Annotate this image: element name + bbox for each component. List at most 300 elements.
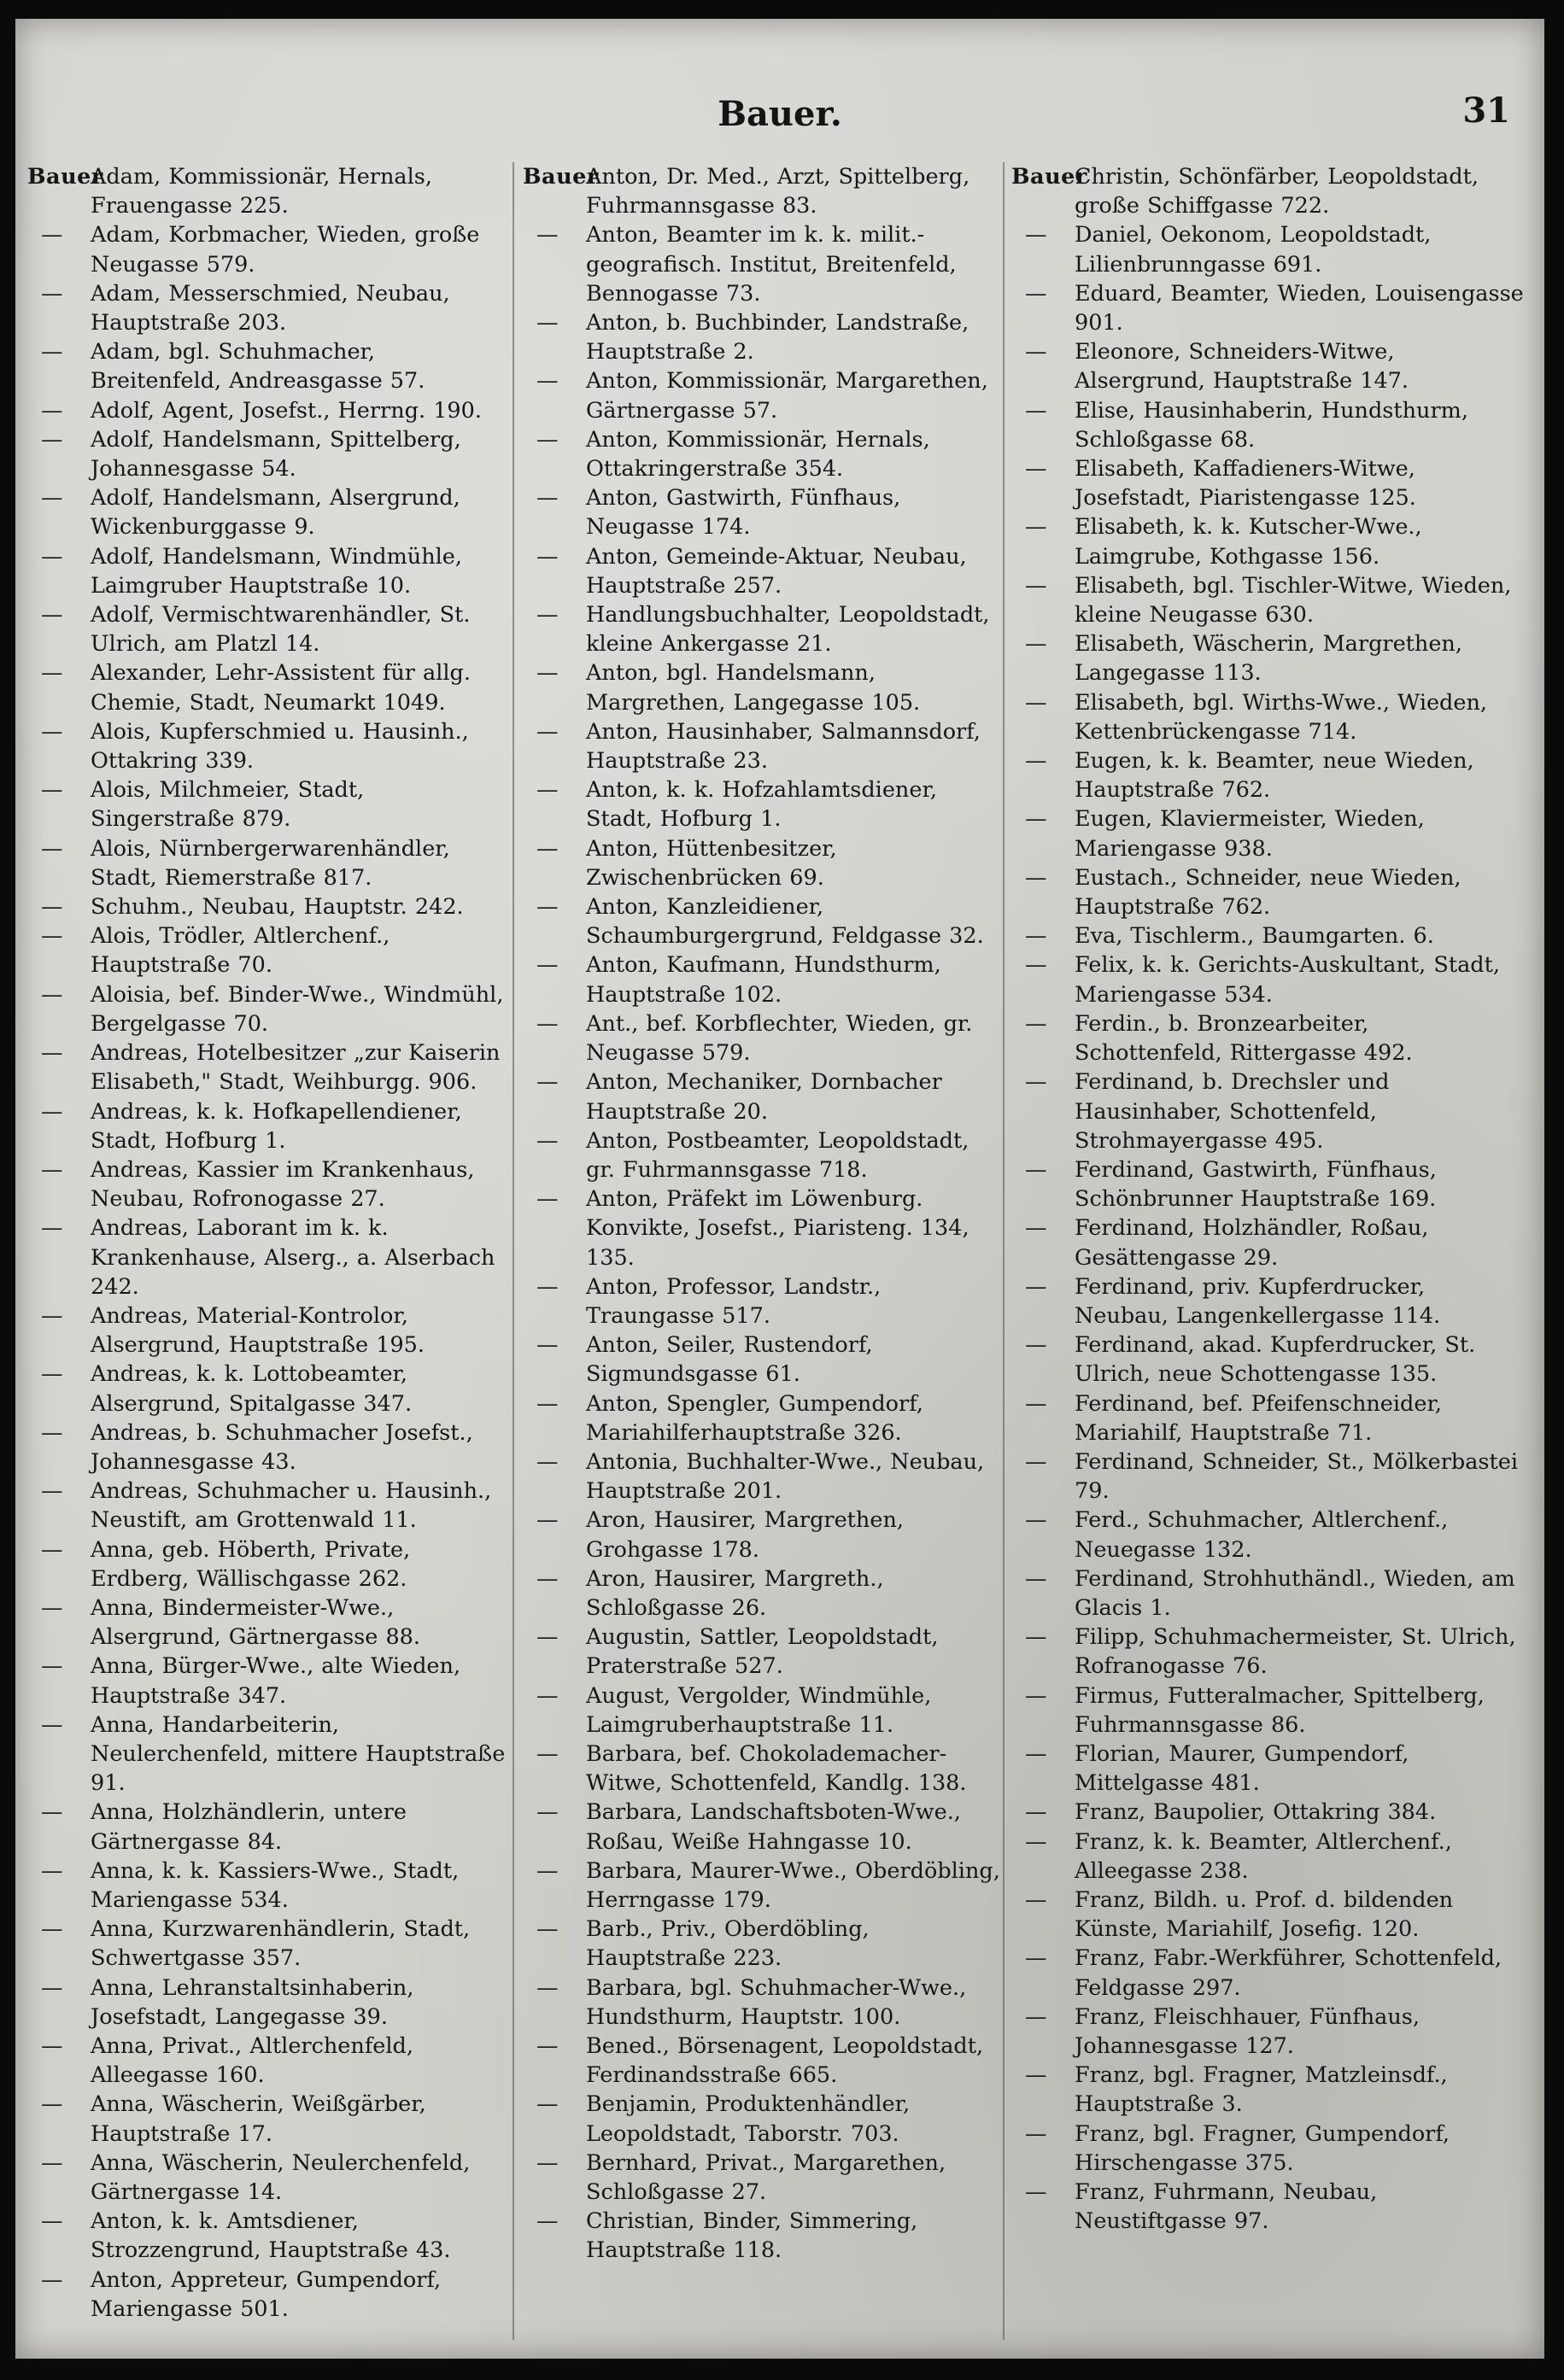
directory-entry — [27, 337, 506, 395]
entry-text: Andreas, Hotelbesitzer „zur Kaiserin Elisabeth," Stadt, Weihburgg. 906. — [91, 1040, 501, 1096]
entry-text: Anna, geb. Höberth, Private, Erdberg, Wällischgasse 262. — [91, 1536, 411, 1592]
page-header-title: Bauer. — [718, 94, 842, 134]
entry-text: Adolf, Agent, Josefst., Herrng. 190. — [91, 397, 482, 424]
entry-dash — [523, 834, 586, 863]
entry-dash — [523, 1623, 586, 1652]
entry-text: Ferdinand, Holzhändler, Roßau, Gesättengasse 29. — [1075, 1215, 1429, 1271]
entry-dash — [523, 2149, 586, 2178]
entry-text: Christin, Schönfärber, Leopoldstadt, große Schiffgasse 722. — [1075, 164, 1479, 219]
entry-dash — [523, 1798, 586, 1827]
directory-entry — [27, 396, 506, 425]
directory-entry — [523, 658, 1001, 716]
entry-text: Elise, Hausinhaberin, Hundsthurm, Schloßgasse 68. — [1075, 397, 1468, 453]
entry-text: Alois, Nürnbergerwarenhändler, Stadt, Riemerstraße 817. — [91, 835, 450, 891]
directory-entry — [27, 2090, 506, 2148]
entry-dash — [523, 1740, 586, 1769]
entry-dash — [27, 921, 91, 950]
directory-entry — [523, 2149, 1001, 2207]
directory-entry — [27, 1477, 506, 1535]
entry-text: Anton, Gastwirth, Fünfhaus, Neugasse 174. — [586, 485, 901, 541]
directory-entry — [27, 1213, 506, 1301]
entry-text: Adolf, Vermischtwarenhändler, St. Ulrich, am Platzl 14. — [91, 602, 471, 658]
directory-entry — [27, 220, 506, 278]
entry-text: Filipp, Schuhmachermeister, St. Ulrich, Rofranogasse 76. — [1075, 1624, 1516, 1680]
entry-text: Andreas, Schuhmacher u. Hausinh., Neustift, am Grottenwald 11. — [91, 1478, 492, 1534]
directory-entry — [523, 1564, 1001, 1623]
entry-text: Andreas, Kassier im Krankenhaus, Neubau, Rofronogasse 27. — [91, 1156, 475, 1213]
directory-entry — [27, 1974, 506, 2032]
directory-entry — [523, 1798, 1001, 1856]
directory-entry — [523, 950, 1001, 1009]
directory-entry — [27, 542, 506, 600]
directory-entry — [1011, 1155, 1524, 1213]
entry-text: Barbara, Landschaftsboten-Wwe., Roßau, Weiße Hahngasse 10. — [586, 1799, 961, 1855]
directory-entry — [27, 658, 506, 716]
entry-dash — [27, 1477, 91, 1506]
directory-entry — [1011, 1272, 1524, 1330]
entry-dash — [523, 1184, 586, 1213]
directory-entry — [1011, 1886, 1524, 1944]
directory-entry — [523, 366, 1001, 424]
entry-dash — [1011, 1009, 1075, 1038]
entry-text: Ferd., Schuhmacher, Altlerchenf., Neuegasse 132. — [1075, 1507, 1449, 1563]
directory-columns — [27, 162, 1531, 2340]
directory-entry — [27, 1155, 506, 1213]
directory-entry — [27, 2032, 506, 2090]
entry-dash — [1011, 950, 1075, 979]
entry-dash — [1011, 396, 1075, 425]
entry-dash — [1011, 746, 1075, 775]
directory-entry — [1011, 2003, 1524, 2061]
entry-text: Schuhm., Neubau, Hauptstr. 242. — [91, 894, 464, 921]
directory-entry — [1011, 1447, 1524, 1506]
entry-dash — [523, 1974, 586, 2003]
directory-entry — [523, 1389, 1001, 1447]
entry-dash — [27, 1360, 91, 1389]
directory-entry — [27, 2207, 506, 2265]
directory-entry — [1011, 1389, 1524, 1447]
directory-entry — [523, 1330, 1001, 1389]
entry-dash — [1011, 2120, 1075, 2149]
column-divider — [1003, 162, 1005, 2340]
entry-text: Aron, Hausirer, Margrethen, Grohgasse 178. — [586, 1507, 904, 1563]
entry-dash — [523, 1272, 586, 1301]
entry-text: Anton, Kommissionär, Hernals, Ottakringerstraße 354. — [586, 426, 930, 482]
directory-entry — [1011, 1506, 1524, 1564]
entry-dash — [523, 1915, 586, 1944]
directory-entry — [27, 162, 506, 220]
directory-entry — [27, 1301, 506, 1360]
entry-text: Franz, Fuhrmann, Neubau, Neustiftgasse 97. — [1075, 2179, 1378, 2235]
entry-dash — [523, 2090, 586, 2119]
entry-text: Ferdinand, b. Drechsler und Hausinhaber, Schottenfeld, Strohmayergasse 495. — [1075, 1069, 1390, 1154]
directory-entry — [27, 717, 506, 775]
directory-entry — [1011, 746, 1524, 804]
entry-text: Anton, Beamter im k. k. milit.-geografisch. Institut, Breitenfeld, Bennogasse 73. — [586, 222, 957, 307]
directory-entry — [523, 483, 1001, 541]
entry-dash — [27, 220, 91, 249]
entry-text: Handlungsbuchhalter, Leopoldstadt, kleine Ankergasse 21. — [586, 602, 990, 658]
entry-dash — [1011, 2061, 1075, 2090]
entry-dash — [1011, 1067, 1075, 1096]
entry-text: Anton, Kaufmann, Hundsthurm, Hauptstraße 102. — [586, 952, 941, 1008]
directory-entry — [1011, 1944, 1524, 2002]
entry-text: Anna, k. k. Kassiers-Wwe., Stadt, Mariengasse 534. — [91, 1857, 460, 1913]
directory-entry — [1011, 804, 1524, 863]
entry-text: Ferdinand, priv. Kupferdrucker, Neubau, Langenkellergasse 114. — [1075, 1273, 1441, 1329]
entry-dash — [1011, 1944, 1075, 1973]
entry-dash — [523, 308, 586, 337]
directory-entry — [1011, 863, 1524, 921]
entry-text: Eleonore, Schneiders-Witwe, Alsergrund, Hauptstraße 147. — [1075, 339, 1409, 395]
entry-text: Anton, bgl. Handelsmann, Margrethen, Langegasse 105. — [586, 660, 921, 716]
entry-dash — [1011, 804, 1075, 833]
entry-dash — [1011, 1213, 1075, 1243]
entry-text: Felix, k. k. Gerichts-Auskultant, Stadt, Mariengasse 534. — [1075, 952, 1500, 1008]
entry-text: Adam, bgl. Schuhmacher, Breitenfeld, Andreasgasse 57. — [91, 339, 425, 395]
entry-text: Anna, Handarbeiterin, Neulerchenfeld, mittere Hauptstraße 91. — [91, 1711, 506, 1797]
entry-text: Barbara, bgl. Schuhmacher-Wwe., Hundsthurm, Hauptstr. 100. — [586, 1974, 967, 2030]
entry-text: Ferdinand, Strohhuthändl., Wieden, am Glacis 1. — [1075, 1565, 1515, 1621]
entry-text: Adam, Kommissionär, Hernals, Frauengasse 225. — [91, 164, 432, 219]
entry-surname: Bauer — [1011, 164, 1087, 190]
entry-dash — [1011, 1330, 1075, 1360]
entry-text: Aloisia, bef. Binder-Wwe., Windmühl, Bergelgasse 70. — [91, 981, 504, 1037]
entry-dash — [523, 220, 586, 249]
entry-text: Anton, Hüttenbesitzer, Zwischenbrücken 69. — [586, 835, 837, 891]
entry-text: Anton, Postbeamter, Leopoldstadt, gr. Fuhrmannsgasse 718. — [586, 1127, 969, 1183]
directory-entry — [523, 1915, 1001, 1973]
entry-dash — [1011, 512, 1075, 541]
directory-entry — [523, 834, 1001, 892]
directory-entry — [27, 892, 506, 921]
entry-text: Anna, Bürger-Wwe., alte Wieden, Hauptstraße 347. — [91, 1653, 461, 1709]
entry-text: Franz, bgl. Fragner, Gumpendorf, Hirschengasse 375. — [1075, 2120, 1450, 2176]
directory-entry — [523, 162, 1001, 220]
entry-dash — [27, 542, 91, 571]
directory-entry — [1011, 921, 1524, 950]
entry-text: Elisabeth, bgl. Wirths-Wwe., Wieden, Kettenbrückengasse 714. — [1075, 689, 1488, 745]
entry-dash — [523, 425, 586, 454]
entry-dash — [27, 1593, 91, 1623]
entry-text: Anna, Kurzwarenhändlerin, Stadt, Schwertgasse 357. — [91, 1916, 471, 1972]
entry-text: Andreas, k. k. Hofkapellendiener, Stadt, Hofburg 1. — [91, 1098, 462, 1154]
directory-entry — [523, 1857, 1001, 1915]
entry-dash — [27, 892, 91, 921]
entry-dash — [1011, 1564, 1075, 1593]
entry-text: Anton, Hausinhaber, Salmannsdorf, Hauptstraße 23. — [586, 718, 981, 775]
directory-entry — [1011, 2120, 1524, 2178]
directory-entry — [27, 600, 506, 658]
directory-entry — [27, 1915, 506, 1973]
entry-dash — [27, 2032, 91, 2061]
entry-text: Eduard, Beamter, Wieden, Louisengasse 901. — [1075, 280, 1524, 336]
entry-text: Anton, Appreteur, Gumpendorf, Mariengasse 501. — [91, 2266, 442, 2322]
entry-text: Ferdinand, Schneider, St., Mölkerbastei 79. — [1075, 1448, 1518, 1505]
entry-dash — [1011, 220, 1075, 249]
entry-text: Franz, Bildh. u. Prof. d. bildenden Künste, Mariahilf, Josefig. 120. — [1075, 1886, 1454, 1943]
entry-text: Adam, Messerschmied, Neubau, Hauptstraße 203. — [91, 280, 450, 336]
column-2 — [523, 162, 1001, 2340]
entry-dash — [1011, 1623, 1075, 1652]
entry-dash — [27, 1097, 91, 1126]
entry-text: Anton, Kanzleidiener, Schaumburgergrund, Feldgasse 32. — [586, 894, 984, 950]
directory-entry — [523, 892, 1001, 950]
directory-entry — [27, 1798, 506, 1856]
directory-entry — [1011, 1213, 1524, 1272]
entry-text: Andreas, Material-Kontrolor, Alsergrund, Hauptstraße 195. — [91, 1302, 425, 1359]
entry-dash — [1011, 1155, 1075, 1184]
entry-dash — [27, 834, 91, 863]
entry-dash — [523, 950, 586, 979]
entry-dash — [27, 1915, 91, 1944]
entry-text: Antonia, Buchhalter-Wwe., Neubau, Hauptstraße 201. — [586, 1448, 985, 1505]
entry-text: Elisabeth, Wäscherin, Margrethen, Langegasse 113. — [1075, 631, 1462, 687]
entry-dash — [27, 600, 91, 629]
entry-dash — [523, 2032, 586, 2061]
entry-dash — [1011, 1886, 1075, 1915]
entry-dash — [1011, 688, 1075, 717]
directory-entry — [523, 1740, 1001, 1798]
entry-text: Andreas, b. Schuhmacher Josefst., Johannesgasse 43. — [91, 1419, 473, 1475]
entry-text: Anna, Lehranstaltsinhaberin, Josefstadt, Langegasse 39. — [91, 1974, 414, 2030]
entry-dash — [1011, 1447, 1075, 1477]
entry-dash — [27, 1652, 91, 1681]
directory-entry — [1011, 454, 1524, 512]
entry-surname: Bauer — [523, 164, 599, 190]
entry-dash — [27, 1974, 91, 2003]
entry-dash — [523, 483, 586, 512]
entry-dash — [1011, 454, 1075, 483]
entry-dash — [523, 1126, 586, 1155]
directory-entry — [1011, 512, 1524, 570]
entry-dash — [523, 1506, 586, 1535]
entry-text: Barbara, bef. Chokolademacher-Witwe, Schottenfeld, Kandlg. 138. — [586, 1740, 967, 1797]
entry-dash — [523, 775, 586, 804]
entry-text: Franz, Fleischhauer, Fünfhaus, Johannesgasse 127. — [1075, 2003, 1420, 2059]
directory-entry — [1011, 2178, 1524, 2236]
entry-dash — [1011, 1681, 1075, 1710]
entry-text: Barbara, Maurer-Wwe., Oberdöbling, Herrngasse 179. — [586, 1857, 1000, 1913]
entry-text: Anna, Wäscherin, Weißgärber, Hauptstraße 17. — [91, 2091, 426, 2147]
directory-entry — [1011, 396, 1524, 454]
directory-entry — [27, 775, 506, 833]
directory-entry — [1011, 1330, 1524, 1389]
entry-text: Benjamin, Produktenhändler, Leopoldstadt, Taborstr. 703. — [586, 2091, 911, 2147]
entry-text: Ant., bef. Korbflechter, Wieden, gr. Neugasse 579. — [586, 1010, 973, 1067]
entry-text: Anton, k. k. Hofzahlamtsdiener, Stadt, Hofburg 1. — [586, 777, 937, 833]
entry-text: Adolf, Handelsmann, Alsergrund, Wickenburggasse 9. — [91, 485, 460, 541]
entry-text: Adam, Korbmacher, Wieden, große Neugasse 579. — [91, 222, 480, 278]
entry-dash — [27, 1798, 91, 1827]
entry-dash — [523, 1389, 586, 1418]
entry-text: Alois, Kupferschmied u. Hausinh., Ottakring 339. — [91, 718, 469, 775]
entry-text: Anton, Dr. Med., Arzt, Spittelberg, Fuhrmannsgasse 83. — [586, 164, 970, 219]
entry-dash — [1011, 1740, 1075, 1769]
entry-text: Anton, Professor, Landstr., Traungasse 517. — [586, 1273, 882, 1329]
directory-entry — [27, 483, 506, 541]
directory-entry — [27, 2266, 506, 2324]
entry-dash — [27, 279, 91, 308]
entry-dash — [27, 980, 91, 1009]
entry-dash — [27, 1710, 91, 1740]
entry-dash — [27, 1535, 91, 1564]
directory-entry — [27, 1857, 506, 1915]
directory-entry — [1011, 1681, 1524, 1740]
entry-text: Augustin, Sattler, Leopoldstadt, Praterstraße 527. — [586, 1624, 939, 1680]
entry-dash — [523, 2207, 586, 2236]
directory-entry — [27, 834, 506, 892]
entry-dash — [27, 2266, 91, 2295]
directory-page — [15, 19, 1544, 2359]
directory-entry — [523, 542, 1001, 600]
directory-entry — [27, 1535, 506, 1593]
entry-text: Ferdin., b. Bronzearbeiter, Schottenfeld, Rittergasse 492. — [1075, 1010, 1413, 1067]
entry-text: Alois, Trödler, Altlerchenf., Hauptstraße 70. — [91, 923, 390, 979]
directory-entry — [1011, 1827, 1524, 1886]
entry-text: Alois, Milchmeier, Stadt, Singerstraße 879. — [91, 777, 365, 833]
directory-entry — [523, 2090, 1001, 2148]
directory-entry — [523, 2032, 1001, 2090]
entry-dash — [1011, 1506, 1075, 1535]
directory-entry — [523, 1506, 1001, 1564]
entry-dash — [1011, 1798, 1075, 1827]
directory-entry — [27, 279, 506, 337]
column-divider — [513, 162, 514, 2340]
entry-text: Adolf, Handelsmann, Windmühle, Laimgruber Hauptstraße 10. — [91, 543, 462, 599]
directory-entry — [1011, 1740, 1524, 1798]
entry-dash — [1011, 1389, 1075, 1418]
entry-text: Ferdinand, bef. Pfeifenschneider, Mariahilf, Hauptstraße 71. — [1075, 1390, 1442, 1446]
entry-text: Anna, Holzhändlerin, untere Gärtnergasse 84. — [91, 1799, 407, 1855]
directory-entry — [27, 1593, 506, 1652]
entry-text: Andreas, k. k. Lottobeamter, Alsergrund, Spitalgasse 347. — [91, 1361, 413, 1417]
entry-dash — [523, 1067, 586, 1096]
directory-entry — [523, 1184, 1001, 1272]
entry-text: Christian, Binder, Simmering, Hauptstraße 118. — [586, 2208, 918, 2264]
entry-text: Eugen, Klaviermeister, Wieden, Mariengasse 938. — [1075, 806, 1425, 862]
entry-dash — [1011, 2178, 1075, 2207]
directory-entry — [1011, 1798, 1524, 1827]
directory-entry — [27, 1652, 506, 1710]
directory-entry — [523, 1623, 1001, 1681]
entry-text: Alexander, Lehr-Assistent für allg. Chemie, Stadt, Neumarkt 1049. — [91, 660, 471, 716]
directory-entry — [523, 775, 1001, 833]
entry-dash — [1011, 279, 1075, 308]
entry-text: Andreas, Laborant im k. k. Krankenhause, Alserg., a. Alserbach 242. — [91, 1215, 495, 1300]
directory-entry — [523, 220, 1001, 308]
directory-entry — [523, 1681, 1001, 1740]
entry-text: Anton, Präfekt im Löwenburg. Konvikte, Josefst., Piaristeng. 134, 135. — [586, 1186, 969, 1271]
directory-entry — [523, 1447, 1001, 1506]
directory-entry — [523, 2207, 1001, 2265]
entry-text: Anton, k. k. Amtsdiener, Strozzengrund, Hauptstraße 43. — [91, 2208, 451, 2264]
entry-dash — [27, 425, 91, 454]
entry-text: Anton, Kommissionär, Margarethen, Gärtnergasse 57. — [586, 368, 988, 424]
entry-dash — [27, 2149, 91, 2178]
entry-dash — [27, 2207, 91, 2236]
directory-entry — [1011, 162, 1524, 220]
entry-dash — [1011, 921, 1075, 950]
entry-dash — [523, 1681, 586, 1710]
entry-text: Eustach., Schneider, neue Wieden, Hauptstraße 762. — [1075, 864, 1461, 921]
directory-entry — [1011, 2061, 1524, 2119]
entry-dash — [27, 337, 91, 366]
directory-entry — [1011, 279, 1524, 337]
directory-entry — [27, 1360, 506, 1418]
column-1 — [27, 162, 506, 2340]
directory-entry — [27, 1710, 506, 1798]
entry-text: Bened., Börsenagent, Leopoldstadt, Ferdinandsstraße 665. — [586, 2033, 984, 2089]
directory-entry — [27, 2149, 506, 2207]
entry-dash — [27, 1301, 91, 1330]
entry-text: Daniel, Oekonom, Leopoldstadt, Lilienbrunngasse 691. — [1075, 222, 1432, 278]
entry-text: Anna, Privat., Altlerchenfeld, Alleegasse 160. — [91, 2033, 413, 2089]
directory-entry — [523, 600, 1001, 658]
directory-entry — [1011, 629, 1524, 687]
entry-dash — [27, 1038, 91, 1067]
entry-text: Anton, Gemeinde-Aktuar, Neubau, Hauptstraße 257. — [586, 543, 967, 599]
entry-text: Anton, b. Buchbinder, Landstraße, Hauptstraße 2. — [586, 310, 969, 365]
entry-dash — [1011, 629, 1075, 658]
entry-dash — [1011, 1827, 1075, 1857]
entry-text: Bernhard, Privat., Margarethen, Schloßgasse 27. — [586, 2149, 946, 2206]
directory-entry — [523, 1009, 1001, 1067]
directory-entry — [523, 1067, 1001, 1126]
directory-entry — [1011, 337, 1524, 395]
entry-dash — [523, 717, 586, 746]
entry-text: Anna, Wäscherin, Neulerchenfeld, Gärtnergasse 14. — [91, 2149, 471, 2206]
directory-entry — [27, 1418, 506, 1477]
directory-entry — [523, 425, 1001, 483]
column-3 — [1011, 162, 1524, 2340]
directory-entry — [27, 980, 506, 1038]
entry-dash — [27, 1213, 91, 1243]
entry-dash — [523, 892, 586, 921]
directory-entry — [27, 425, 506, 483]
entry-dash — [1011, 337, 1075, 366]
entry-dash — [27, 396, 91, 425]
directory-entry — [523, 1126, 1001, 1184]
entry-dash — [27, 1418, 91, 1447]
entry-text: Barb., Priv., Oberdöbling, Hauptstraße 223. — [586, 1916, 870, 1972]
entry-surname: Bauer — [27, 164, 103, 190]
directory-entry — [27, 1038, 506, 1096]
directory-entry — [1011, 1623, 1524, 1681]
entry-dash — [27, 1857, 91, 1886]
entry-dash — [1011, 2003, 1075, 2032]
directory-entry — [27, 921, 506, 979]
entry-dash — [27, 775, 91, 804]
entry-dash — [523, 1330, 586, 1360]
entry-text: Anton, Seiler, Rustendorf, Sigmundsgasse 61. — [586, 1332, 873, 1388]
entry-text: Franz, Fabr.-Werkführer, Schottenfeld, Feldgasse 297. — [1075, 1945, 1502, 2001]
directory-entry — [523, 308, 1001, 366]
entry-text: Anna, Bindermeister-Wwe., Alsergrund, Gärtnergasse 88. — [91, 1594, 420, 1651]
directory-entry — [523, 1974, 1001, 2032]
entry-text: Elisabeth, k. k. Kutscher-Wwe., Laimgrube, Kothgasse 156. — [1075, 514, 1422, 570]
entry-dash — [1011, 571, 1075, 600]
entry-text: Franz, bgl. Fragner, Matzleinsdf., Hauptstraße 3. — [1075, 2062, 1448, 2118]
entry-text: Anton, Mechaniker, Dornbacher Hauptstraße 20. — [586, 1069, 942, 1125]
directory-entry — [1011, 571, 1524, 629]
entry-dash — [523, 1447, 586, 1477]
directory-entry — [27, 1097, 506, 1155]
entry-text: Elisabeth, Kaffadieners-Witwe, Josefstadt, Piaristengasse 125. — [1075, 456, 1416, 512]
directory-entry — [1011, 1009, 1524, 1067]
entry-text: Elisabeth, bgl. Tischler-Witwe, Wieden, kleine Neugasse 630. — [1075, 572, 1512, 629]
entry-dash — [523, 1009, 586, 1038]
